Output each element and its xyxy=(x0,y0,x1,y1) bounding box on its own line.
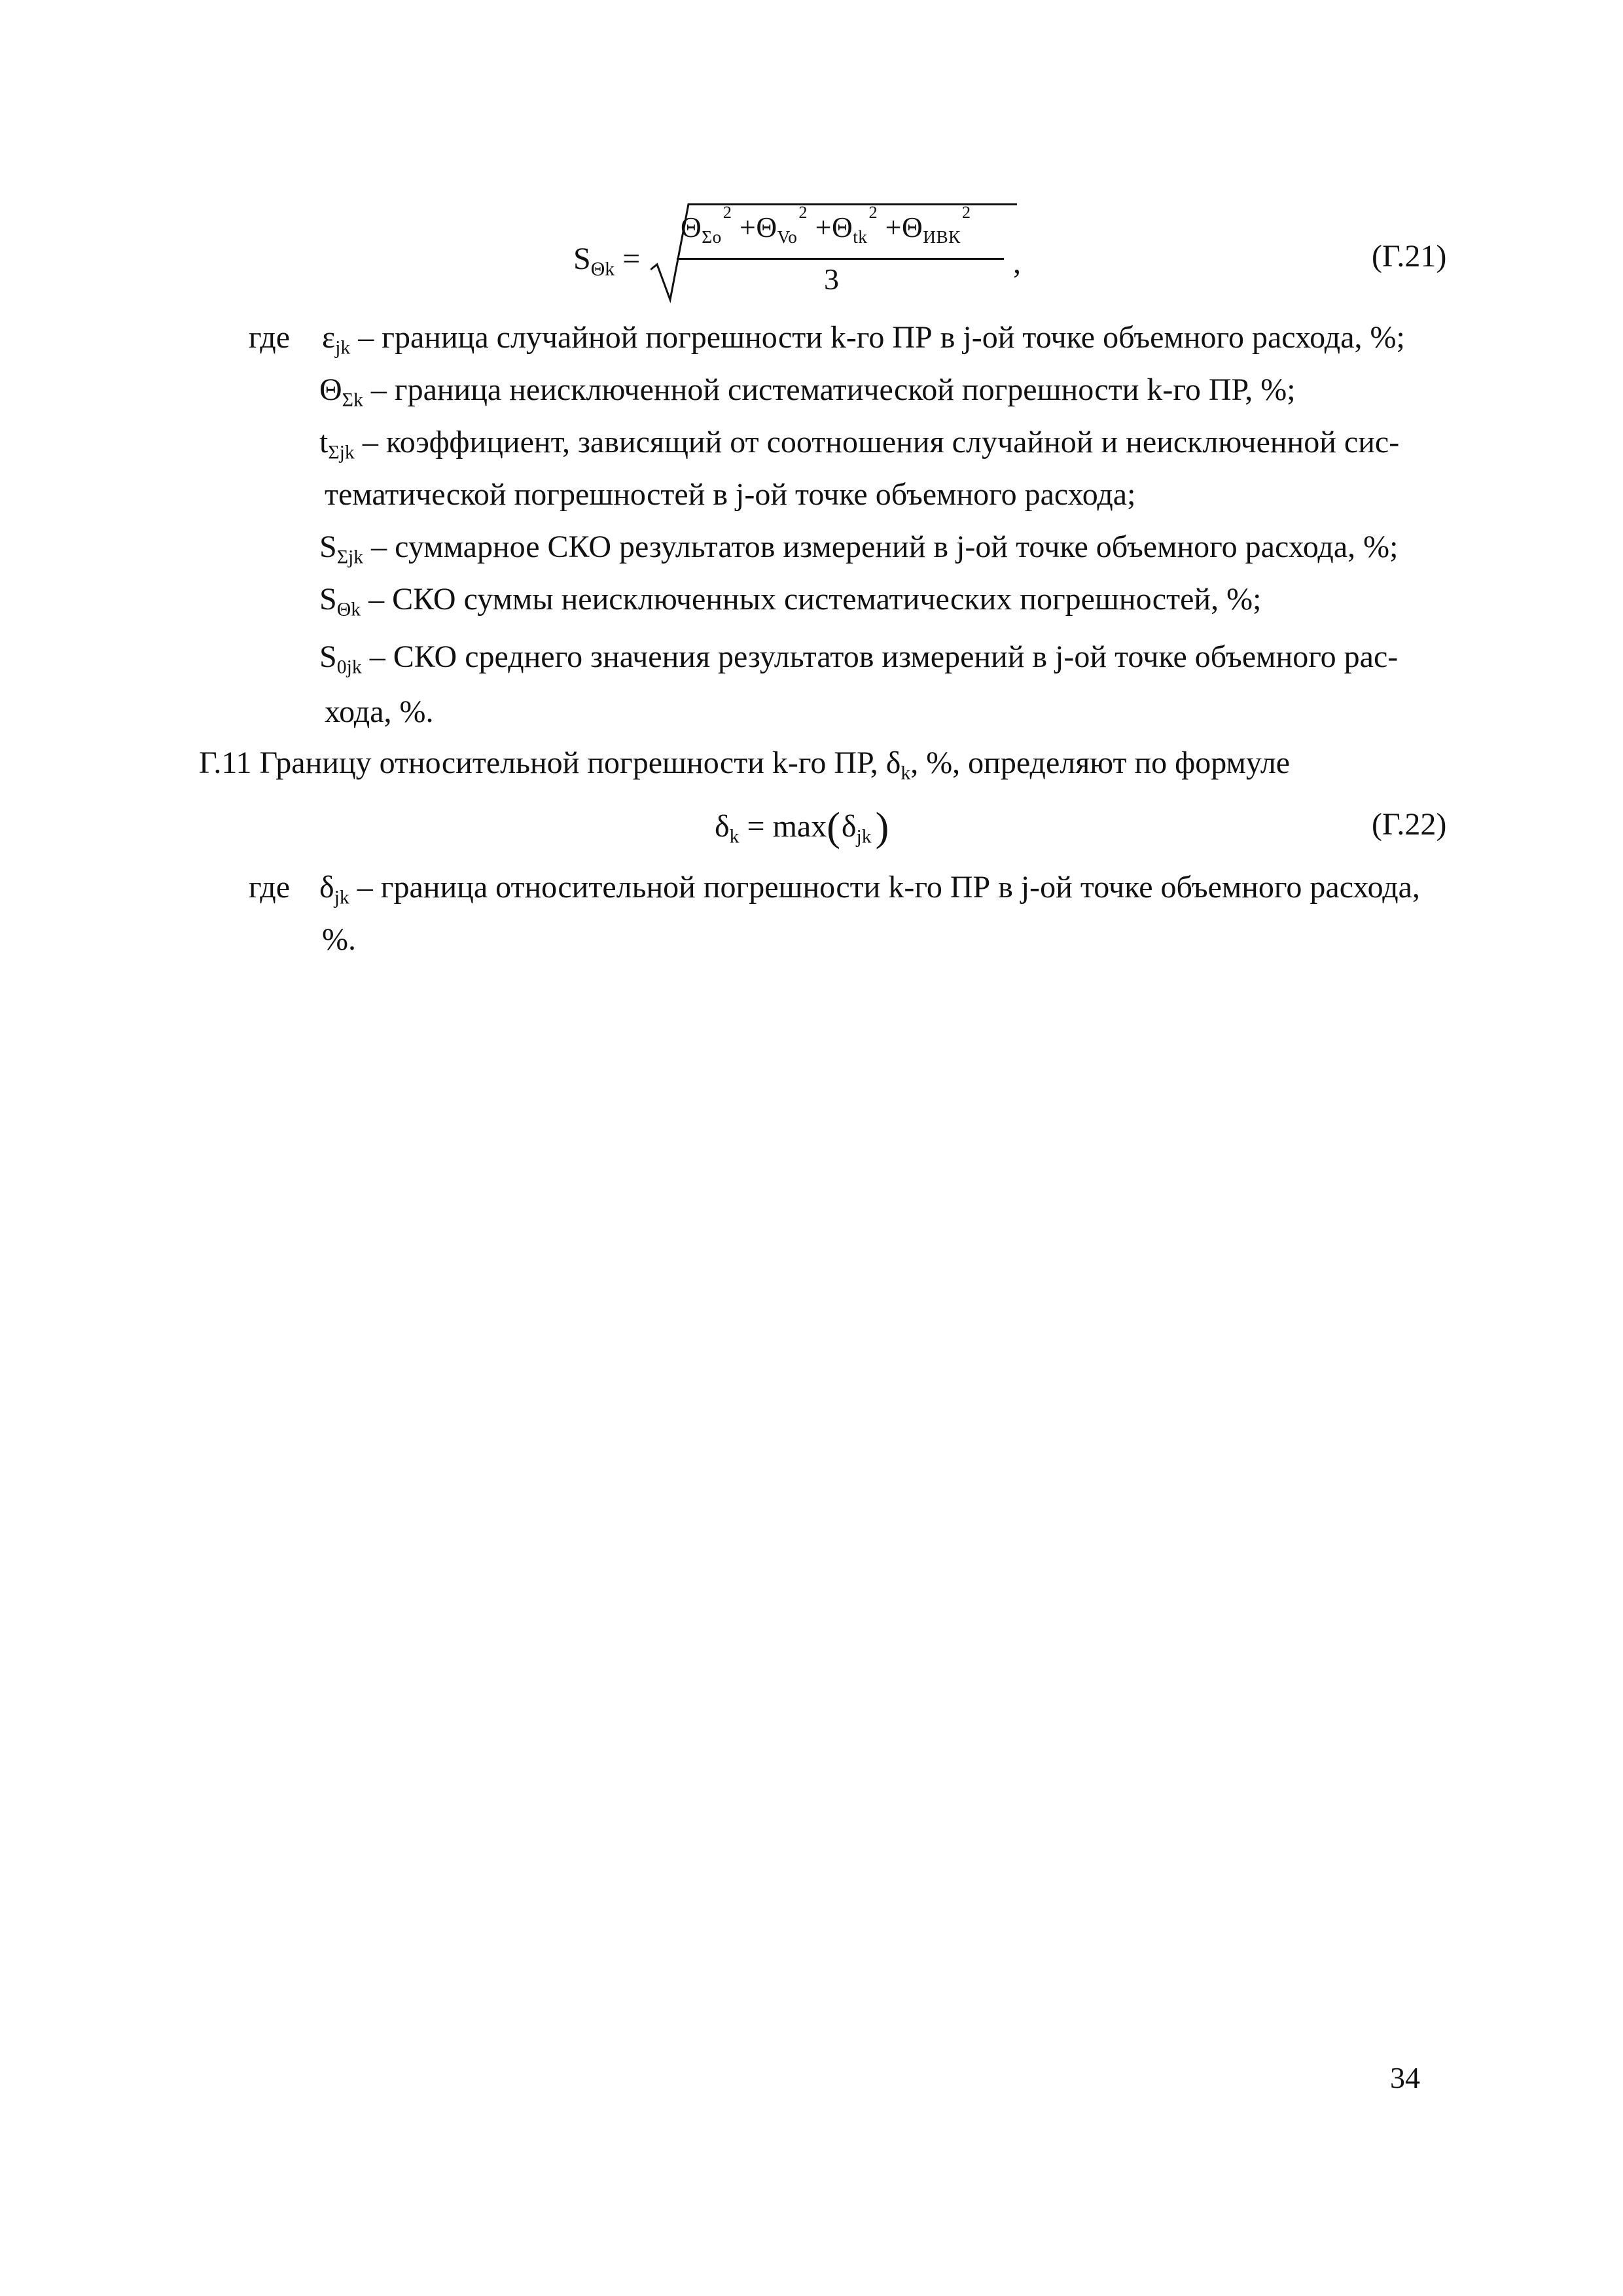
fraction-line xyxy=(677,258,1004,260)
definition-delta-jk-continuation: %. xyxy=(322,922,356,957)
formula-21-numerator: $\Theta_{\Sigma o}^2 +\Theta_{Vo}^2 +\Theta_{tk}^2 +\Theta_{ИВК}^2$ xyxy=(681,202,971,247)
equation-number-22: (Г.22) xyxy=(1372,807,1447,842)
section-g11-paragraph: Г.11 Границу относительной погрешности k-го ПР, $\delta_k$, %, определяют по формуле xyxy=(199,745,1291,784)
formula-21-comma: , xyxy=(1013,245,1021,280)
definition-s-0jk: $S_{0jk}$ – СКО среднего значения результатов измерений в j-ой точке объемного рас- xyxy=(319,639,1399,678)
definition-s-sigma-jk: $S_{\Sigma jk}$ – суммарное СКО результатов измерений в j-ой точке объемного расхода, %; xyxy=(319,529,1399,568)
definition-t-sigma-jk: $t_{\Sigma jk}$ – коэффициент, зависящий от соотношения случайной и неисключенной сис- xyxy=(319,425,1400,463)
definition-s-theta-k: $S_{\Theta k}$ – СКО суммы неисключенных систематических погрешностей, %; xyxy=(319,582,1262,620)
page-number: 34 xyxy=(1390,2061,1420,2094)
definition-t-sigma-jk-continuation: тематической погрешностей в j-ой точке объемного расхода; xyxy=(325,477,1136,512)
where-label-1: где xyxy=(249,320,291,355)
definition-epsilon-jk: $\varepsilon_{jk}$ – граница случайной погрешности k-го ПР в j-ой точке объемного расхода, %; xyxy=(322,320,1405,359)
formula-21-lhs: $S_{\Theta k}$ = xyxy=(573,242,641,280)
definition-theta-sigma-k: $\Theta_{\Sigma k}$ – граница неисключенной систематической погрешности k-го ПР, %; xyxy=(319,372,1296,411)
definition-delta-jk: $\delta_{jk}$ – граница относительной погрешности k-го ПР в j-ой точке объемного расхода, xyxy=(319,870,1420,908)
where-label-2: где xyxy=(249,870,291,905)
formula-22: $\delta_k = \max(\delta_{jk})$ xyxy=(715,805,889,850)
definition-s-0jk-continuation: хода, %. xyxy=(325,694,434,729)
formula-21 xyxy=(573,196,1044,308)
formula-21-denominator: 3 xyxy=(824,262,839,296)
equation-number-21: (Г.21) xyxy=(1372,239,1447,274)
